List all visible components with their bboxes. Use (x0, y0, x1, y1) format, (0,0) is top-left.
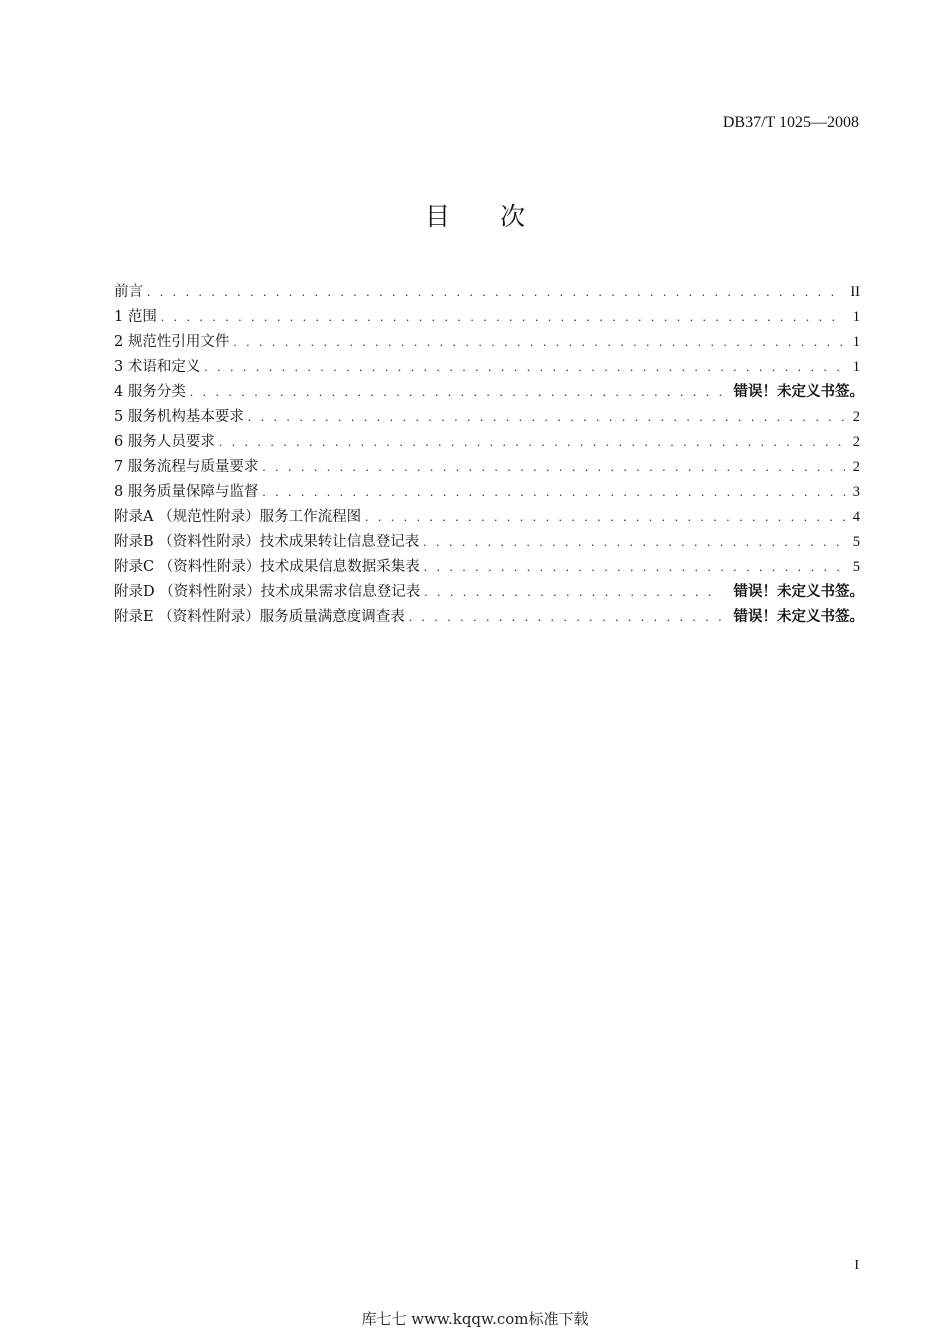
toc-entry-normative-references[interactable] (114, 326, 860, 351)
toc-entry-appendix-d[interactable] (114, 576, 864, 601)
toc-entry-label: 8 服务质量保障与监督 (114, 484, 259, 500)
toc-title-char-2: 次 (500, 202, 526, 231)
page-number: I (854, 1258, 859, 1273)
toc-entry-label: 7 服务流程与质量要求 (114, 459, 259, 475)
toc-entry-label: 附录B （资料性附录）技术成果转让信息登记表 (114, 534, 420, 550)
dot-leader (219, 433, 845, 451)
toc-entry-institution-requirements[interactable] (114, 401, 860, 426)
toc-entry-appendix-a[interactable] (114, 501, 860, 526)
toc-entry-page-error: 错误！未定义书签。 (733, 384, 864, 400)
dot-leader (424, 558, 845, 576)
dot-leader (262, 483, 844, 501)
dot-leader (424, 583, 721, 601)
toc-entry-page: 4 (852, 509, 860, 525)
toc-entry-terms[interactable] (114, 351, 860, 376)
toc-entry-scope[interactable] (114, 301, 860, 326)
toc-entry-page: 2 (852, 409, 860, 425)
toc-entry-appendix-e[interactable] (114, 601, 864, 626)
toc-entry-personnel-requirements[interactable] (114, 426, 860, 451)
dot-leader (204, 358, 844, 376)
toc-entry-process-quality[interactable] (114, 451, 860, 476)
toc-entry-page-error: 错误！未定义书签。 (733, 609, 864, 625)
toc-entry-page: 1 (852, 334, 860, 350)
toc-entry-page: 3 (852, 484, 860, 500)
toc-entry-label: 3 术语和定义 (114, 359, 201, 375)
toc-entry-label: 附录D （资料性附录）技术成果需求信息登记表 (114, 584, 421, 600)
toc-entry-label: 2 规范性引用文件 (114, 334, 230, 350)
toc-entry-page: 1 (852, 309, 860, 325)
toc-entry-appendix-b[interactable] (114, 526, 860, 551)
toc-entry-appendix-c[interactable] (114, 551, 860, 576)
toc-entry-label: 4 服务分类 (114, 384, 186, 400)
dot-leader (161, 308, 845, 326)
toc-entry-page-error: 错误！未定义书签。 (733, 584, 864, 600)
toc-entry-label: 5 服务机构基本要求 (114, 409, 244, 425)
dot-leader (423, 533, 844, 551)
toc-entry-page: 5 (852, 534, 860, 550)
toc-entry-service-classification[interactable] (114, 376, 864, 401)
dot-leader (262, 458, 844, 476)
toc-entry-label: 1 范围 (114, 309, 157, 325)
toc-title-char-1: 目 (424, 202, 450, 231)
toc-entry-page: 1 (852, 359, 860, 375)
toc-entry-label: 6 服务人员要求 (114, 434, 215, 450)
toc-entry-label: 附录A （规范性附录）服务工作流程图 (114, 509, 362, 525)
table-of-contents (114, 276, 864, 626)
toc-title (0, 197, 950, 233)
document-code: DB37/T 1025—2008 (722, 114, 859, 131)
dot-leader (233, 333, 844, 351)
toc-entry-quality-assurance[interactable] (114, 476, 860, 501)
dot-leader (248, 408, 845, 426)
toc-entry-label: 附录E （资料性附录）服务质量满意度调查表 (114, 609, 405, 625)
dot-leader (147, 283, 842, 301)
toc-entry-page: II (850, 284, 860, 300)
toc-entry-label: 附录C （资料性附录）技术成果信息数据采集表 (114, 559, 420, 575)
toc-entry-page: 2 (852, 434, 860, 450)
dot-leader (365, 508, 845, 526)
toc-entry-page: 2 (852, 459, 860, 475)
footer-watermark: 库七七 www.kqqw.com标准下载 (361, 1310, 589, 1328)
toc-entry-foreword[interactable] (114, 276, 860, 301)
dot-leader (409, 608, 722, 626)
toc-entry-page: 5 (852, 559, 860, 575)
toc-entry-label: 前言 (114, 284, 143, 300)
dot-leader (190, 383, 722, 401)
